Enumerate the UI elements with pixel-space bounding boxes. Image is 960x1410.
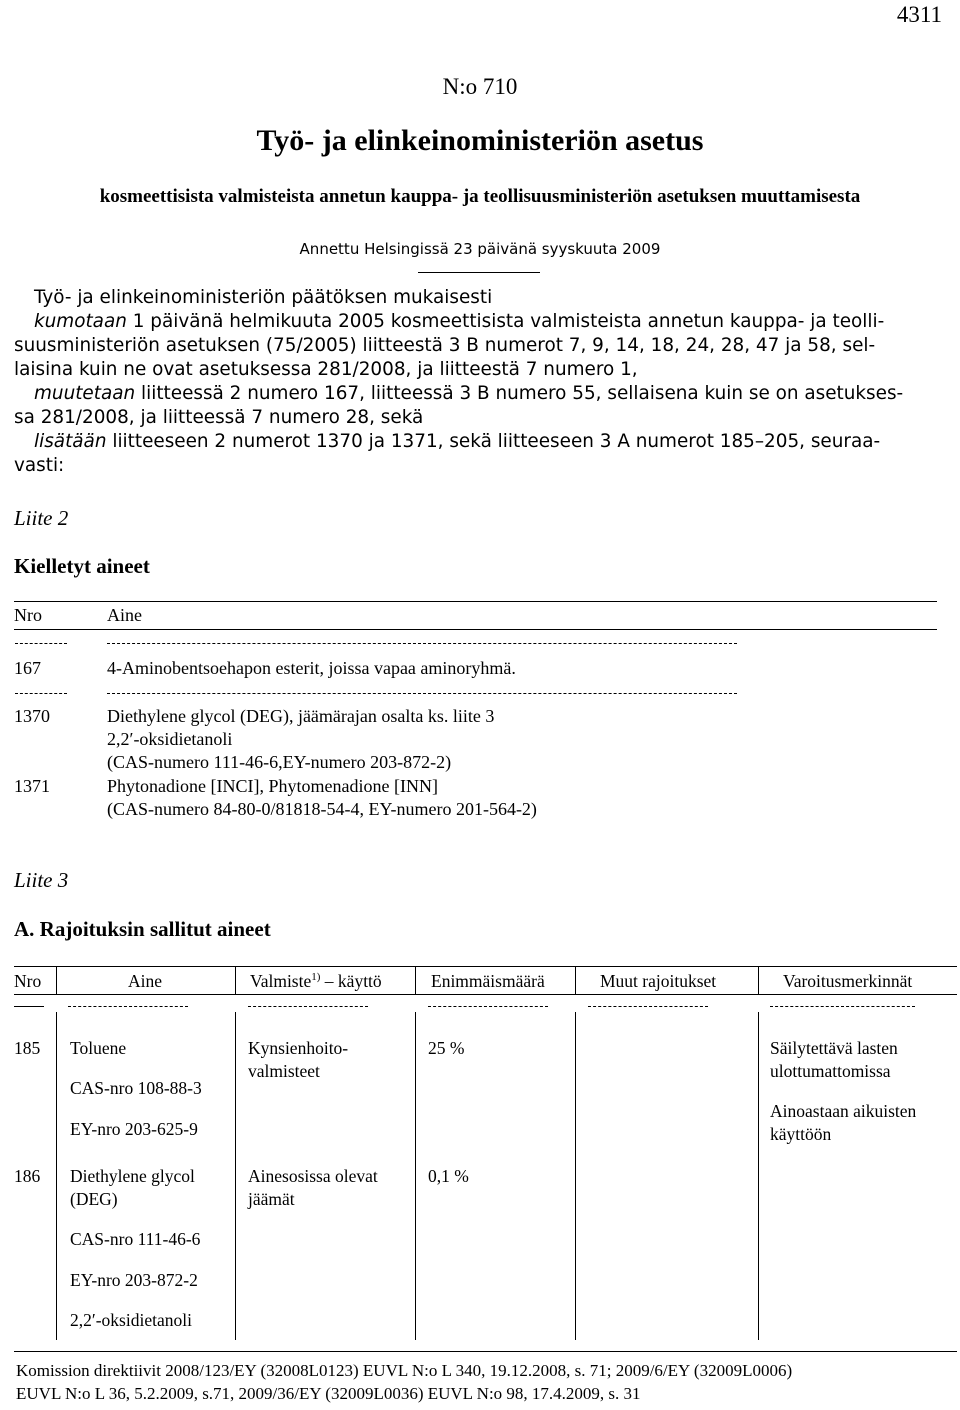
omission-dash bbox=[588, 1006, 708, 1007]
annex-2-heading: Liite 2 bbox=[14, 506, 69, 530]
annex-2-row-aine: (CAS-numero 84-80-0/81818-54-4, EY-numero 201-564-2) bbox=[107, 799, 537, 819]
intro-line-7-text: liitteeseen 2 numerot 1370 ja 1371, sekä liitteeseen 3 A numerot 185–205, seuraa- bbox=[106, 431, 881, 452]
kaytto-label: – käyttö bbox=[320, 971, 382, 991]
omission-dash bbox=[428, 1006, 548, 1007]
column-separator bbox=[415, 966, 416, 994]
annex-3-row-nro: 186 bbox=[14, 1166, 41, 1186]
annex-3-row-aine: (DEG) bbox=[70, 1189, 118, 1209]
annex-3-row-aine: Toluene bbox=[70, 1038, 127, 1058]
annex-3-row-aine: EY-nro 203-872-2 bbox=[70, 1270, 198, 1290]
annex-3-col-nro: Nro bbox=[14, 971, 42, 991]
column-separator bbox=[235, 1012, 236, 1340]
column-separator bbox=[56, 1012, 57, 1340]
annex-3-row-aine: 2,2′-oksidietanoli bbox=[70, 1310, 192, 1330]
annex-2-row-aine: Diethylene glycol (DEG), jäämärajan osalta ks. liite 3 bbox=[107, 706, 495, 726]
omission-dash bbox=[15, 693, 67, 694]
annex-3-row-valmiste: Kynsienhoito- bbox=[248, 1038, 349, 1058]
column-separator bbox=[235, 966, 236, 994]
intro-line-5-text: liitteessä 2 numero 167, liitteessä 3 B numero 55, sellaisena kuin se on asetukses- bbox=[135, 383, 904, 404]
given-date: Annettu Helsingissä 23 päivänä syyskuuta 2009 bbox=[299, 240, 661, 258]
annex-2-col-aine: Aine bbox=[107, 605, 142, 625]
intro-line-4: laisina kuin ne ovat asetuksessa 281/2008, ja liitteestä 7 numero 1, bbox=[14, 359, 638, 380]
annex-3-col-aine: Aine bbox=[128, 971, 163, 991]
column-separator bbox=[415, 1012, 416, 1340]
omission-dash bbox=[14, 1006, 44, 1007]
annex-3-col-muut-rajoitukset: Muut rajoitukset bbox=[600, 971, 717, 991]
annex-3-row-varoitus: ulottumattomissa bbox=[770, 1061, 891, 1081]
annex-2-row-nro: 1371 bbox=[14, 776, 50, 796]
annex-3-row-varoitus: Säilytettävä lasten bbox=[770, 1038, 898, 1058]
annex-2-row-aine: 4-Aminobentsoehapon esterit, joissa vapaa aminoryhmä. bbox=[107, 658, 516, 678]
column-separator bbox=[758, 966, 759, 994]
footnote-line-1: Komission direktiivit 2008/123/EY (32008L0123) EUVL N:o L 340, 19.12.2008, s. 71; 2009/6/EY (32009L0006) bbox=[16, 1361, 793, 1380]
omission-dash bbox=[107, 693, 737, 694]
annex-3-row-aine: CAS-nro 108-88-3 bbox=[70, 1078, 202, 1098]
annex-2-header-rule bbox=[14, 629, 937, 630]
omission-dash bbox=[770, 1006, 915, 1007]
page-number: 4311 bbox=[896, 2, 942, 27]
column-separator bbox=[56, 966, 57, 994]
footnote-line-2: EUVL N:o L 36, 5.2.2009, s.71, 2009/36/EY (32009L0036) EUVL N:o 98, 17.4.2009, s. 31 bbox=[16, 1384, 641, 1403]
annex-3-row-aine: CAS-nro 111-46-6 bbox=[70, 1229, 201, 1249]
table-bottom-rule bbox=[14, 1351, 957, 1352]
annex-2-row-aine: (CAS-numero 111-46-6,EY-numero 203-872-2) bbox=[107, 752, 452, 772]
annex-2-subheading: Kielletyt aineet bbox=[14, 554, 150, 578]
omission-dash bbox=[107, 643, 737, 644]
column-separator bbox=[575, 1012, 576, 1340]
document-title: Työ- ja elinkeinoministeriön asetus bbox=[256, 124, 704, 157]
footnote-ref: 1) bbox=[311, 971, 321, 984]
intro-line-3: suusministeriön asetuksen (75/2005) liitteestä 3 B numerot 7, 9, 14, 18, 24, 28, 47 ja 58, sel- bbox=[14, 335, 876, 356]
intro-line-2-text: 1 päivänä helmikuuta 2005 kosmeettisista valmisteista annetun kauppa- ja teolli- bbox=[126, 311, 885, 332]
column-separator bbox=[575, 966, 576, 994]
separator-rule bbox=[418, 272, 540, 273]
intro-line-5 bbox=[34, 382, 903, 406]
intro-line-6: sa 281/2008, ja liitteessä 7 numero 28, sekä bbox=[14, 407, 424, 428]
annex-3-col-valmiste bbox=[250, 971, 382, 992]
annex-3-col-varoitusmerkinnat: Varoitusmerkinnät bbox=[783, 971, 913, 991]
annex-3-row-varoitus: käyttöön bbox=[770, 1124, 832, 1144]
intro-line-7 bbox=[34, 430, 880, 454]
annex-3-row-aine: EY-nro 203-625-9 bbox=[70, 1119, 198, 1139]
muutetaan-keyword: muutetaan bbox=[34, 383, 136, 404]
lisataan-keyword: lisätään bbox=[34, 431, 107, 452]
annex-3-row-varoitus: Ainoastaan aikuisten bbox=[770, 1101, 917, 1121]
omission-dash bbox=[15, 643, 67, 644]
annex-2-table-top-rule bbox=[14, 601, 937, 602]
annex-3-row-valmiste: jäämät bbox=[248, 1189, 295, 1209]
annex-3-row-aine: Diethylene glycol bbox=[70, 1166, 195, 1186]
annex-3-row-nro: 185 bbox=[14, 1038, 41, 1058]
intro-line-1: Työ- ja elinkeinoministeriön päätöksen mukaisesti bbox=[34, 287, 493, 308]
omission-dash bbox=[68, 1006, 188, 1007]
annex-3-table-top-rule bbox=[14, 966, 957, 967]
column-separator bbox=[758, 1012, 759, 1340]
annex-2-col-nro: Nro bbox=[14, 605, 42, 625]
annex-3-row-enimmaismaara: 25 % bbox=[428, 1038, 465, 1058]
intro-line-8: vasti: bbox=[14, 455, 65, 476]
kumotaan-keyword: kumotaan bbox=[34, 311, 127, 332]
annex-3-heading: Liite 3 bbox=[14, 868, 69, 892]
annex-3-row-valmiste: valmisteet bbox=[248, 1061, 320, 1081]
annex-2-row-nro: 1370 bbox=[14, 706, 50, 726]
annex-3-row-enimmaismaara: 0,1 % bbox=[428, 1166, 469, 1186]
annex-2-row-aine: 2,2′-oksidietanoli bbox=[107, 729, 233, 749]
valmiste-label: Valmiste bbox=[250, 971, 312, 991]
omission-dash bbox=[248, 1006, 368, 1007]
annex-3-subheading: A. Rajoituksin sallitut aineet bbox=[14, 917, 271, 941]
annex-2-row-aine: Phytonadione [INCI], Phytomenadione [INN] bbox=[107, 776, 438, 796]
annex-3-row-valmiste: Ainesosissa olevat bbox=[248, 1166, 378, 1186]
document-number: N:o 710 bbox=[442, 74, 518, 99]
intro-line-2 bbox=[34, 310, 884, 334]
document-subtitle: kosmeettisista valmisteista annetun kauppa- ja teollisuusministeriön asetuksen muuttamisesta bbox=[99, 186, 861, 207]
annex-3-header-rule bbox=[14, 994, 957, 995]
annex-2-row-nro: 167 bbox=[14, 658, 41, 678]
annex-3-col-enimmaismaara: Enimmäismäärä bbox=[431, 971, 545, 991]
